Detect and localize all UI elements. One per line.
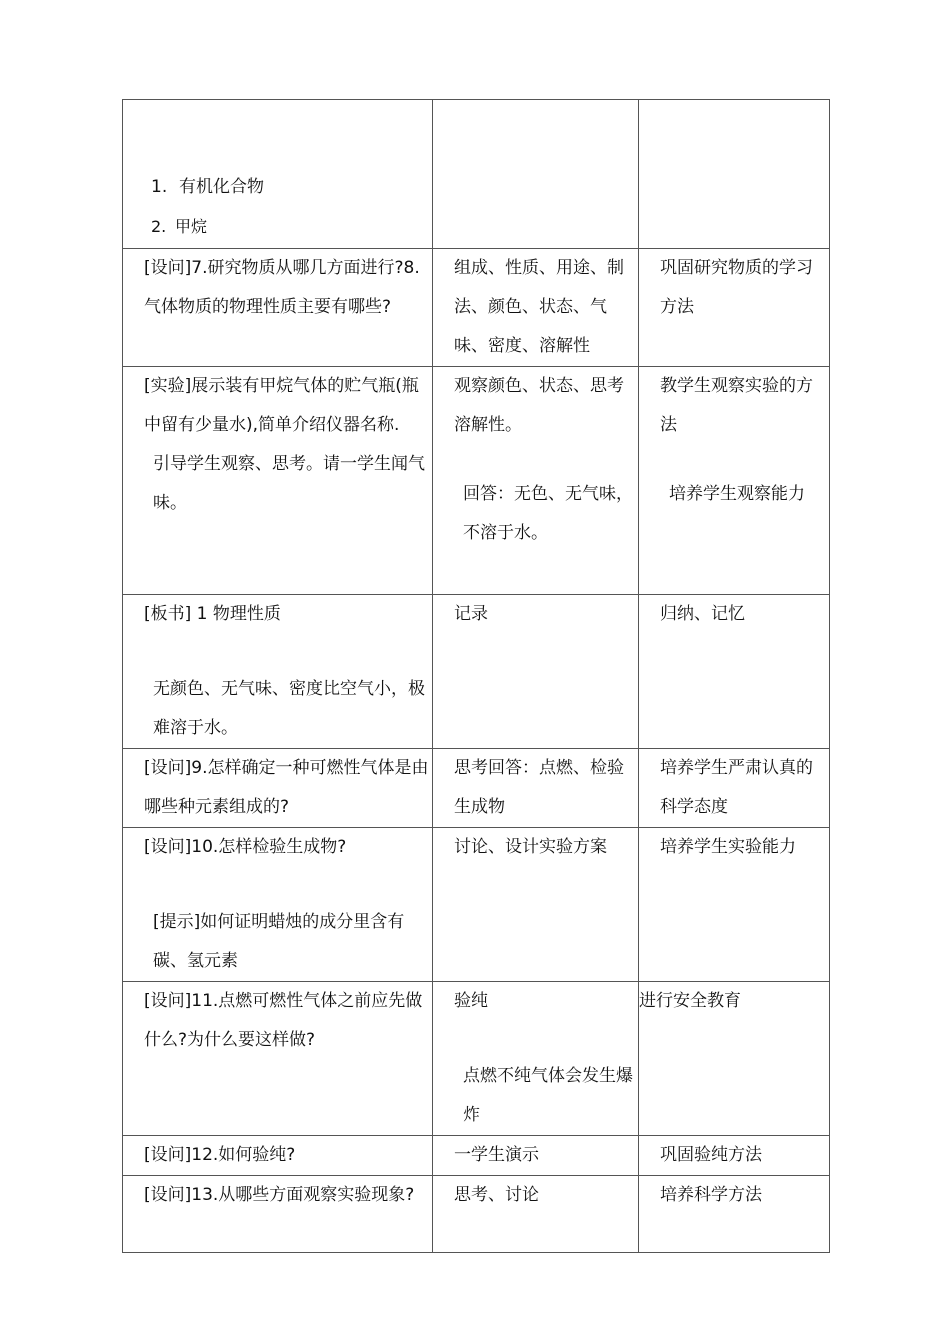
table-row <box>123 249 830 367</box>
content-cell: [设问]11.点燃可燃性气体之前应先做什么?为什么要这样做? <box>123 982 433 1136</box>
design-intent-cell: 培养科学方法 <box>639 1176 830 1253</box>
design-intent-cell: 培养学生严肃认真的科学态度 <box>639 749 830 828</box>
design-intent-cell: 培养学生实验能力 <box>639 828 830 982</box>
table-row <box>123 100 830 249</box>
content-cell <box>123 100 433 249</box>
student-activity-cell: 一学生演示 <box>433 1136 639 1176</box>
design-intent-cell: 进行安全教育 <box>639 982 830 1136</box>
table-row <box>123 1176 830 1253</box>
design-intent-cell <box>639 100 830 249</box>
table-row <box>123 367 830 595</box>
lesson-plan-table <box>122 99 830 1253</box>
student-activity-cell: 思考、讨论 <box>433 1176 639 1253</box>
table-row <box>123 749 830 828</box>
student-activity-cell: 记录 <box>433 595 639 749</box>
table-row <box>123 982 830 1136</box>
student-activity-cell: 讨论、设计实验方案 <box>433 828 639 982</box>
table-row <box>123 828 830 982</box>
design-intent-cell: 巩固研究物质的学习方法 <box>639 249 830 367</box>
table-row <box>123 1136 830 1176</box>
content-cell: [设问]13.从哪些方面观察实验现象? <box>123 1176 433 1253</box>
student-activity-cell: 验纯 点燃不纯气体会发生爆炸 <box>433 982 639 1136</box>
content-cell: [板书] 1 物理性质 无颜色、无气味、密度比空气小，极难溶于水。 <box>123 595 433 749</box>
content-cell: [设问]7.研究物质从哪几方面进行?8.气体物质的物理性质主要有哪些? <box>123 249 433 367</box>
student-activity-cell <box>433 100 639 249</box>
student-activity-cell: 组成、性质、用途、制法、颜色、状态、气味、密度、溶解性 <box>433 249 639 367</box>
design-intent-cell: 巩固验纯方法 <box>639 1136 830 1176</box>
list-item: 2. 甲烷 <box>151 217 208 236</box>
content-cell: [实验]展示装有甲烷气体的贮气瓶(瓶中留有少量水),简单介绍仪器名称. 引导学生观察、思考。请一学生闻气味。 <box>123 367 433 595</box>
table-row <box>123 595 830 749</box>
design-intent-cell: 归纳、记忆 <box>639 595 830 749</box>
student-activity-cell: 观察颜色、状态、思考溶解性。 回答：无色、无气味，不溶于水。 <box>433 367 639 595</box>
design-intent-cell: 教学生观察实验的方法 培养学生观察能力 <box>639 367 830 595</box>
student-activity-cell: 思考回答：点燃、检验生成物 <box>433 749 639 828</box>
list-item: 1. 有机化合物 <box>151 177 264 197</box>
content-cell: [设问]10.怎样检验生成物? [提示]如何证明蜡烛的成分里含有碳、氢元素 <box>123 828 433 982</box>
content-cell: [设问]12.如何验纯? <box>123 1136 433 1176</box>
content-cell: [设问]9.怎样确定一种可燃性气体是由哪些种元素组成的? <box>123 749 433 828</box>
